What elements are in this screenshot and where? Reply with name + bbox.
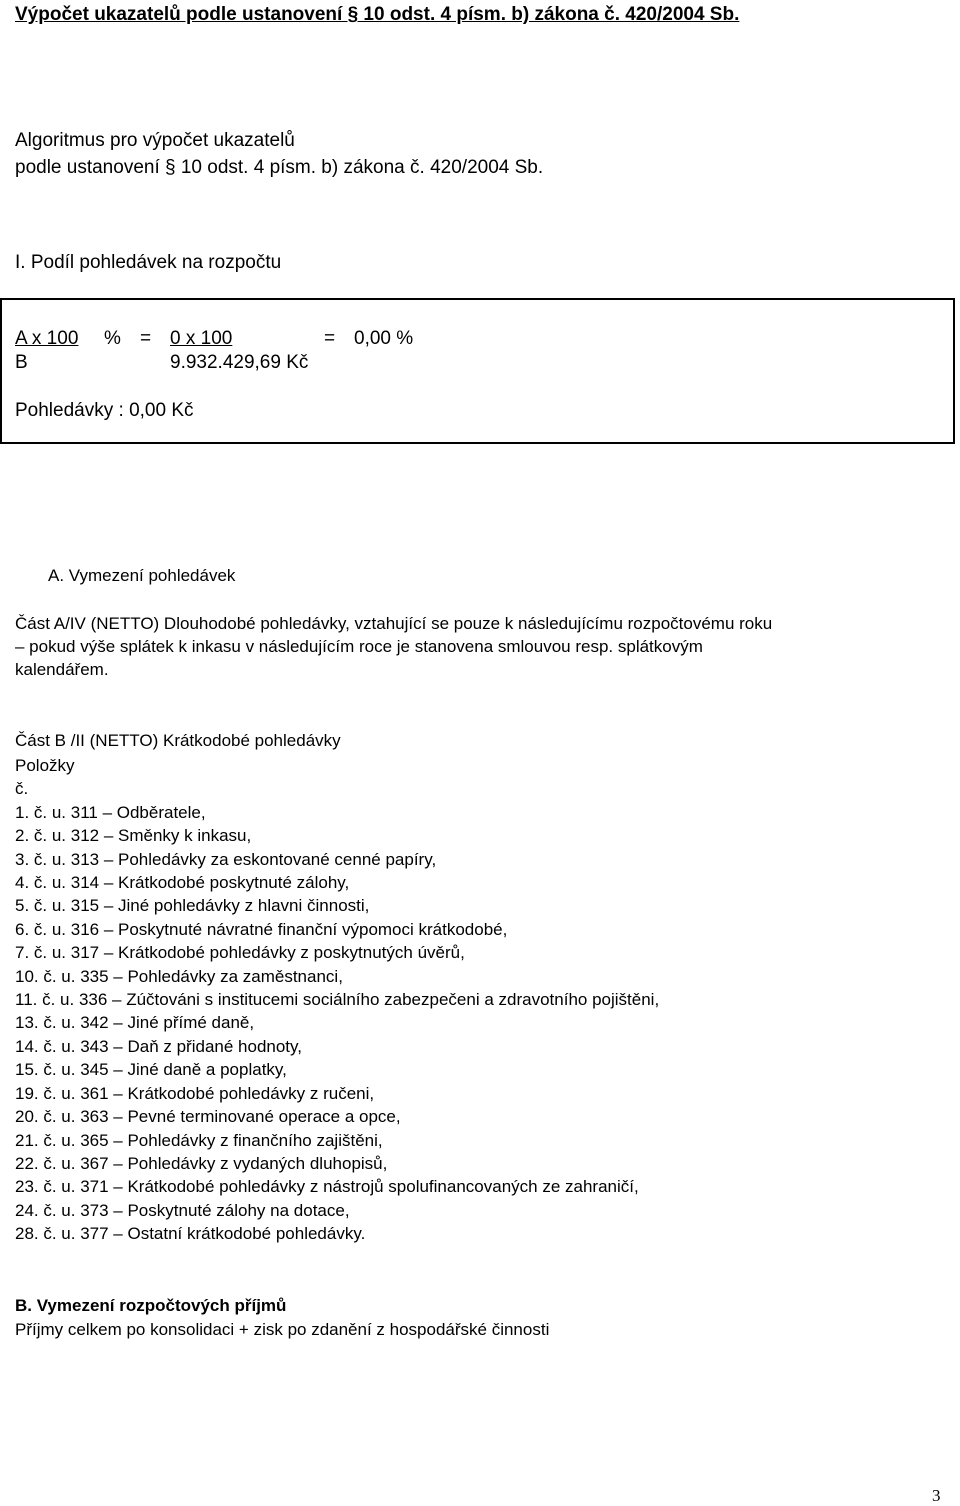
list-item: 21. č. u. 365 – Pohledávky z finančního zajištěni, [15, 1130, 383, 1150]
items-label: Položky [15, 756, 75, 775]
list-item: 3. č. u. 313 – Pohledávky za eskontované cenné papíry, [15, 849, 437, 869]
list-item: 1. č. u. 311 – Odběratele, [15, 802, 206, 822]
algorithm-heading-line1: Algoritmus pro výpočet ukazatelů [15, 130, 295, 151]
formula-result: 0,00 % [354, 328, 414, 349]
list-item: 22. č. u. 367 – Pohledávky z vydaných dluhopisů, [15, 1153, 388, 1173]
formula-numerator-right: 0 x 100 [170, 328, 233, 349]
section-b-heading: B. Vymezení rozpočtových příjmů [15, 1296, 287, 1315]
section-a-para-line1: Část A/IV (NETTO) Dlouhodobé pohledávky, vztahující se pouze k následujícímu rozpočtovému roku [15, 614, 773, 633]
items-list [15, 754, 659, 1246]
formula-denominator-left: B [15, 352, 28, 373]
section-a-para-line2: – pokud výše splátek k inkasu v následujícím roce je stanovena smlouvou resp. splátkovým [15, 637, 703, 656]
list-item: 19. č. u. 361 – Krátkodobé pohledávky z ručeni, [15, 1083, 375, 1103]
receivables-total: Pohledávky : 0,00 Kč [15, 400, 194, 421]
list-item: 24. č. u. 373 – Poskytnuté zálohy na dotace, [15, 1200, 350, 1220]
number-label: č. [15, 779, 29, 799]
list-item: 11. č. u. 336 – Zúčtováni s institucemi sociálního zabezpečeni a zdravotního pojištěni, [15, 990, 660, 1010]
section-a-heading: A. Vymezení pohledávek [48, 566, 236, 585]
list-item: 10. č. u. 335 – Pohledávky za zaměstnanci, [15, 966, 343, 986]
list-item: 5. č. u. 315 – Jiné pohledávky z hlavni činnosti, [15, 896, 370, 916]
document-title: Výpočet ukazatelů podle ustanovení § 10 odst. 4 písm. b) zákona č. 420/2004 Sb. [15, 4, 740, 25]
list-item: 4. č. u. 314 – Krátkodobé poskytnuté zálohy, [15, 873, 350, 893]
list-item: 2. č. u. 312 – Směnky k inkasu, [15, 826, 252, 846]
list-item: 15. č. u. 345 – Jiné daně a poplatky, [15, 1060, 287, 1080]
formula-percent-sign: % [104, 328, 121, 349]
list-item: 13. č. u. 342 – Jiné přímé daně, [15, 1013, 255, 1033]
formula-equals-1: = [140, 328, 152, 349]
list-item: 7. č. u. 317 – Krátkodobé pohledávky z poskytnutých úvěrů, [15, 943, 465, 963]
page-number: 3 [932, 1486, 941, 1505]
section-b-text: Příjmy celkem po konsolidaci + zisk po zdanění z hospodářské činnosti [15, 1320, 550, 1339]
list-item: 14. č. u. 343 – Daň z přidané hodnoty, [15, 1036, 302, 1056]
list-item: 23. č. u. 371 – Krátkodobé pohledávky z nástrojů spolufinancovaných ze zahraničí, [15, 1177, 639, 1197]
formula-numerator-left: A x 100 [15, 328, 79, 349]
part-b-heading: Část B /II (NETTO) Krátkodobé pohledávky [15, 731, 341, 750]
formula-equals-2: = [324, 328, 336, 349]
formula-denominator-right: 9.932.429,69 Kč [170, 352, 309, 373]
section-one-heading: I. Podíl pohledávek na rozpočtu [15, 252, 282, 273]
list-item: 6. č. u. 316 – Poskytnuté návratné finanční výpomoci krátkodobé, [15, 919, 508, 939]
section-a-para-line3: kalendářem. [15, 660, 109, 679]
list-item: 20. č. u. 363 – Pevné terminované operace a opce, [15, 1107, 401, 1127]
list-item: 28. č. u. 377 – Ostatní krátkodobé pohledávky. [15, 1224, 366, 1244]
formula-box [0, 298, 955, 444]
algorithm-heading-line2: podle ustanovení § 10 odst. 4 písm. b) zákona č. 420/2004 Sb. [15, 157, 544, 178]
